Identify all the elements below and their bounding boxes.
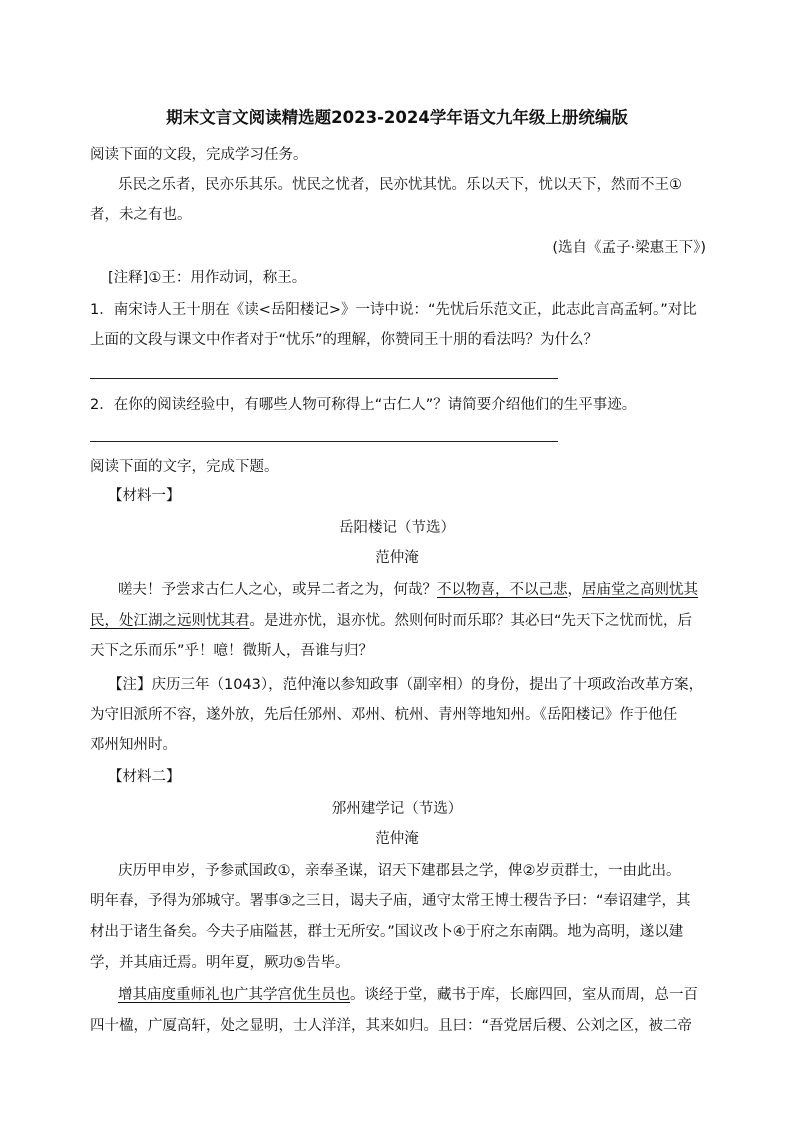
- passage-source: (选自《孟子·梁惠王下》): [552, 240, 706, 256]
- question-2: 2．在你的阅读经验中，有哪些人物可称得上“古仁人”？请简要介绍他们的生平事迹。: [90, 397, 637, 413]
- material-2-line-5: [118, 985, 698, 1005]
- passage-line-2: 者，未之有也。: [90, 207, 192, 223]
- answer-line-2[interactable]: [90, 441, 558, 442]
- material-2-line-1: 庆历甲申岁，予参贰国政①，亲奉圣谋，诏天下建郡县之学，俾②岁贡群士，一由此出。: [118, 863, 681, 879]
- material-2-label: 【材料二】: [108, 769, 181, 785]
- m1-text-a: 嗟夫！予尝求古仁人之心，或异二者之为，何哉？: [118, 582, 437, 598]
- section2-instruction: 阅读下面的文字，完成下题。: [90, 459, 279, 475]
- m1-underline-1: 不以物喜，不以己悲: [437, 582, 568, 598]
- material-2-title: 邠州建学记（节选）: [331, 801, 463, 817]
- material-1-note-line-3: 邓州知州时。: [90, 737, 177, 753]
- material-2-line-6: 四十楹，广厦高轩，处之显明，士人洋洋，其来如归。且曰：“吾党居后稷、公刘之区，被二帝: [90, 1018, 693, 1034]
- m1-underline-2: 居庙堂之高则忧其: [582, 582, 698, 598]
- passage-line-1: 乐民之乐者，民亦乐其乐。忧民之忧者，民亦忧其忧。乐以天下，忧以天下，然而不王①: [118, 177, 682, 193]
- material-1-note-line-2: 为守旧派所不容，遂外放，先后任邠州、邓州、杭州、青州等地知州。《岳阳楼记》作于他任: [90, 707, 678, 723]
- material-1-title: 岳阳楼记（节选）: [339, 520, 455, 536]
- material-1-note-line-1: 【注】庆历三年（1043），范仲淹以参知政事（副宰相）的身份，提出了十项政治改革方案，: [108, 677, 704, 693]
- section1-instruction: 阅读下面的文段，完成学习任务。: [90, 147, 308, 163]
- m1-text-b: ，: [567, 582, 582, 598]
- m1-text-c: 。是进亦忧，退亦忧。然则何时而乐耶？其必曰“先天下之忧而忧，后: [249, 613, 693, 629]
- material-1-line-2: [90, 611, 692, 631]
- material-2-line-2: 明年春，予得为邠城守。署事③之三日，谒夫子庙，通守太常王博士稷告予曰：“奉诏建学，其: [90, 893, 691, 909]
- answer-line-1[interactable]: [90, 378, 558, 379]
- question-1-line-1: 1．南宋诗人王十朋在《读<岳阳楼记>》一诗中说：“先忧后乐范文正，此志此言高孟轲。”对比: [90, 302, 697, 318]
- document-title: 期末文言文阅读精选题2023-2024学年语文九年级上册统编版: [166, 108, 628, 127]
- material-1-label: 【材料一】: [108, 488, 181, 504]
- question-1-line-2: 上面的文段与课文中作者对于“忧乐”的理解，你赞同王十朋的看法吗？为什么？: [90, 332, 599, 348]
- material-2-line-3: 材出于诸生备矣。今夫子庙隘甚，群士无所安。”国议改卜④于府之东南隅。地为高明，遂以建: [90, 924, 684, 940]
- m1-underline-3: 民，处江湖之远则忧其君: [90, 613, 250, 629]
- material-1-line-1: [118, 580, 698, 600]
- material-2-line-4: 学，并其庙迁焉。明年夏，厥功⑤告毕。: [90, 955, 350, 971]
- material-1-line-3: 天下之乐而乐”乎！噫！微斯人，吾谁与归？: [90, 643, 374, 659]
- m2-text: 。谈经于堂，藏书于库，长廊四回，室从而周，总一百: [350, 987, 698, 1003]
- material-1-author: 范仲淹: [375, 550, 419, 566]
- m2-underline: 增其庙度重师礼也广其学宫优生员也: [118, 987, 350, 1003]
- material-2-author: 范仲淹: [375, 831, 419, 847]
- passage-note: [注释]①王：用作动词，称王。: [108, 270, 307, 286]
